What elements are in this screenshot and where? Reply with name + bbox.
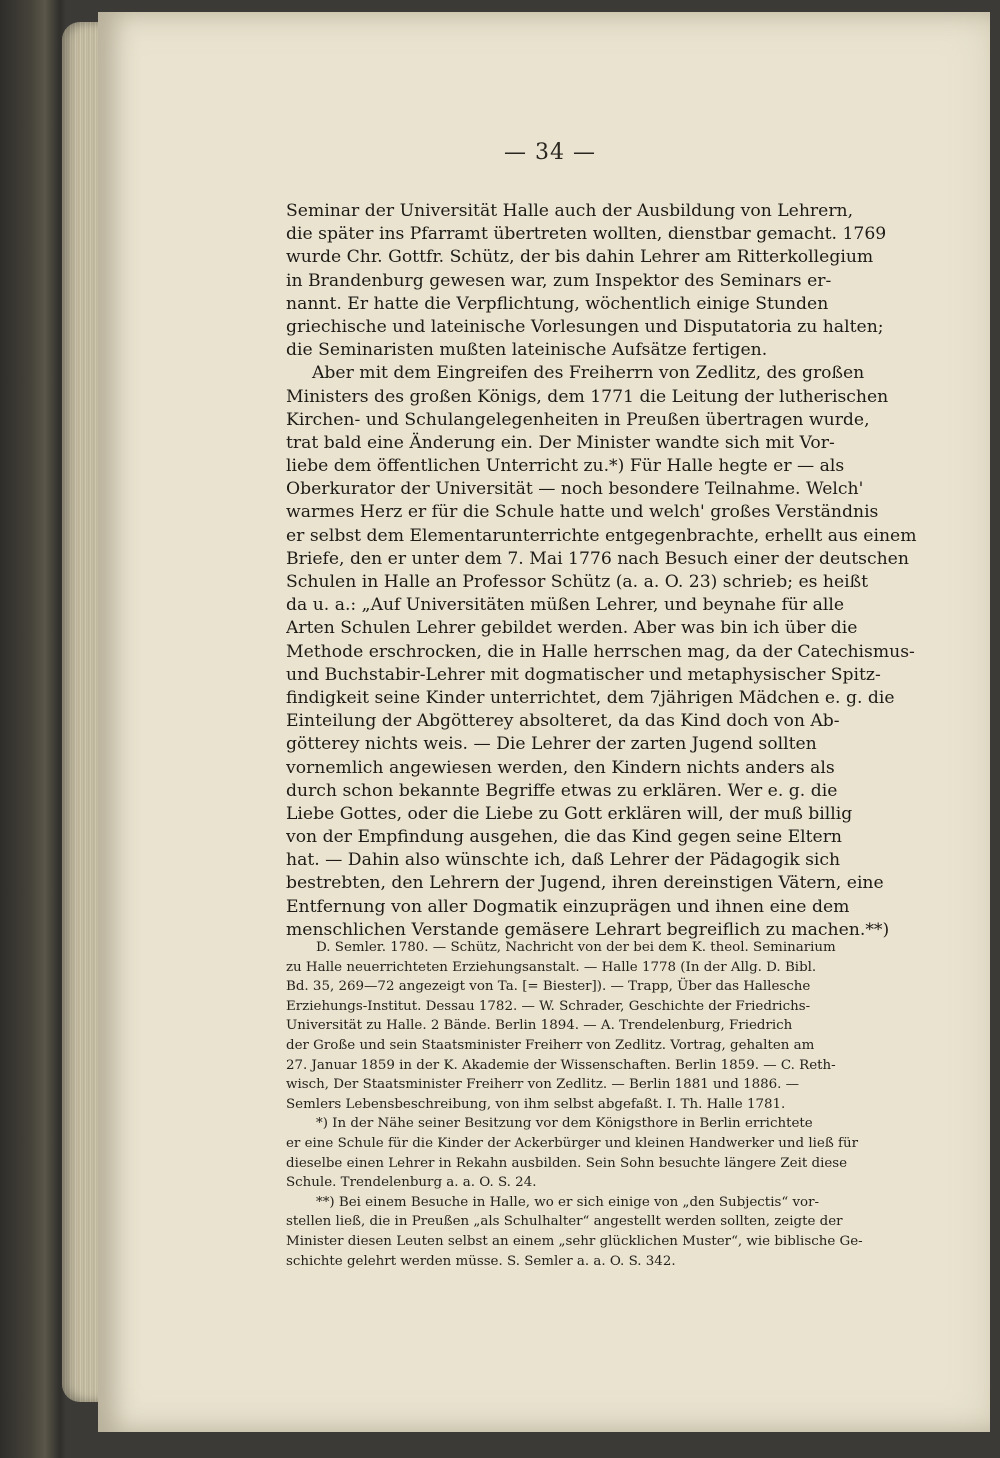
body-line: durch schon bekannte Begriffe etwas zu erklären. Wer e. g. die <box>286 780 838 801</box>
body-line: Ministers des großen Königs, dem 1771 die Leitung der lutherischen <box>286 386 889 407</box>
body-line: vornemlich angewiesen werden, den Kindern nichts anders als <box>286 757 835 778</box>
body-line: trat bald eine Änderung ein. Der Minister wandte sich mit Vor- <box>286 432 835 453</box>
footnotes <box>286 938 926 1271</box>
body-line: hat. — Dahin also wünschte ich, daß Lehrer der Pädagogik sich <box>286 850 841 871</box>
body-line: Schulen in Halle an Professor Schütz (a. a. O. 23) schrieb; es heißt <box>286 572 869 592</box>
footnote-line: dieselbe einen Lehrer in Rekahn ausbilden. Sein Sohn besuchte längere Zeit diese <box>286 1155 848 1171</box>
footnote-line: stellen ließ, die in Preußen „als Schulhalter“ angestellt werden sollten, zeigte der <box>286 1214 843 1230</box>
footnote-line: er eine Schule für die Kinder der Ackerbürger und kleinen Handwerker und ließ für <box>286 1135 859 1151</box>
body-line: Kirchen- und Schulangelegenheiten in Preußen übertragen wurde, <box>286 409 870 430</box>
body-line: Einteilung der Abgötterey absolteret, da das Kind doch von Ab- <box>286 711 840 732</box>
page-number: — 34 — <box>504 140 596 165</box>
footnote-line: Semlers Lebensbeschreibung, von ihm selbst abgefaßt. I. Th. Halle 1781. <box>286 1096 786 1112</box>
body-line: warmes Herz er für die Schule hatte und welch' großes Verständnis <box>286 502 879 523</box>
body-line: wurde Chr. Gottfr. Schütz, der bis dahin Lehrer am Ritterkollegium <box>286 247 874 268</box>
footnote-line: 27. Januar 1859 in der K. Akademie der Wissenschaften. Berlin 1859. — C. Reth- <box>286 1057 836 1073</box>
body-line: menschlichen Verstande gemäsere Lehrart begreiflich zu machen.**) <box>286 919 890 940</box>
footnote-line: Minister diesen Leuten selbst an einem „sehr glücklichen Muster“, wie biblische Ge- <box>286 1233 863 1249</box>
body-line: griechische und lateinische Vorlesungen und Disputatoria zu halten; <box>286 316 884 337</box>
body-line: Liebe Gottes, oder die Liebe zu Gott erklären will, der muß billig <box>286 803 853 824</box>
body-line: Methode erschrocken, die in Halle herrschen mag, da der Catechismus- <box>286 641 915 662</box>
body-line: und Buchstabir-Lehrer mit dogmatischer und metaphysischer Spitz- <box>286 664 881 685</box>
footnote-line: **) Bei einem Besuche in Halle, wo er sich einige von „den Subjectis“ vor- <box>316 1194 819 1210</box>
body-line: Oberkurator der Universität — noch besondere Teilnahme. Welch' <box>286 479 864 500</box>
body-line: in Brandenburg gewesen war, zum Inspektor des Seminars er- <box>286 270 832 291</box>
footnote-line: Bd. 35, 269—72 angezeigt von Ta. [= Biester]). — Trapp, Über das Hallesche <box>286 979 811 995</box>
body-line: er selbst dem Elementarunterrichte entgegenbrachte, erhellt aus einem <box>286 525 917 546</box>
body-line: nannt. Er hatte die Verpflichtung, wöchentlich einige Stunden <box>286 293 829 314</box>
footnote-line: schichte gelehrt werden müsse. S. Semler a. a. O. S. 342. <box>286 1253 676 1269</box>
body-line: Entfernung von aller Dogmatik einzuprägen und ihnen eine dem <box>286 896 850 917</box>
footnote-line: Erziehungs-Institut. Dessau 1782. — W. Schrader, Geschichte der Friedrichs- <box>286 998 811 1014</box>
body-line: götterey nichts weis. — Die Lehrer der zarten Jugend sollten <box>286 734 817 755</box>
body-text <box>286 200 926 942</box>
footnote-line: wisch, Der Staatsminister Freiherr von Zedlitz. — Berlin 1881 und 1886. — <box>286 1077 800 1093</box>
footnote-line: Schule. Trendelenburg a. a. O. S. 24. <box>286 1175 537 1191</box>
body-line: Seminar der Universität Halle auch der Ausbildung von Lehrern, <box>286 201 854 221</box>
body-line: findigkeit seine Kinder unterrichtet, dem 7jährigen Mädchen e. g. die <box>286 687 895 708</box>
footnote-line: Universität zu Halle. 2 Bände. Berlin 1894. — A. Trendelenburg, Friedrich <box>286 1018 793 1034</box>
body-line: die Seminaristen mußten lateinische Aufsätze fertigen. <box>286 340 768 361</box>
footnote-line: *) In der Nähe seiner Besitzung vor dem Königsthore in Berlin errichtete <box>316 1116 813 1132</box>
footnote-line: zu Halle neuerrichteten Erziehungsanstalt. — Halle 1778 (In der Allg. D. Bibl. <box>286 959 817 975</box>
body-line: da u. a.: „Auf Universitäten müßen Lehrer, und beynahe für alle <box>286 595 844 616</box>
body-line: bestrebten, den Lehrern der Jugend, ihren dereinstigen Vätern, eine <box>286 873 884 894</box>
body-line: Briefe, den er unter dem 7. Mai 1776 nach Besuch einer der deutschen <box>286 548 909 569</box>
footnote-line: D. Semler. 1780. — Schütz, Nachricht von der bei dem K. theol. Seminarium <box>316 940 836 955</box>
body-line: die später ins Pfarramt übertreten wollten, dienstbar gemacht. 1769 <box>286 224 887 245</box>
body-line: liebe dem öffentlichen Unterricht zu.*) Für Halle hegte er — als <box>286 456 845 477</box>
body-line: Arten Schulen Lehrer gebildet werden. Aber was bin ich über die <box>286 618 858 639</box>
body-line: von der Empfindung ausgehen, die das Kind gegen seine Eltern <box>286 827 843 848</box>
body-line: Aber mit dem Eingreifen des Freiherrn von Zedlitz, des großen <box>312 363 865 384</box>
footnote-line: der Große und sein Staatsminister Freiherr von Zedlitz. Vortrag, gehalten am <box>286 1037 815 1053</box>
